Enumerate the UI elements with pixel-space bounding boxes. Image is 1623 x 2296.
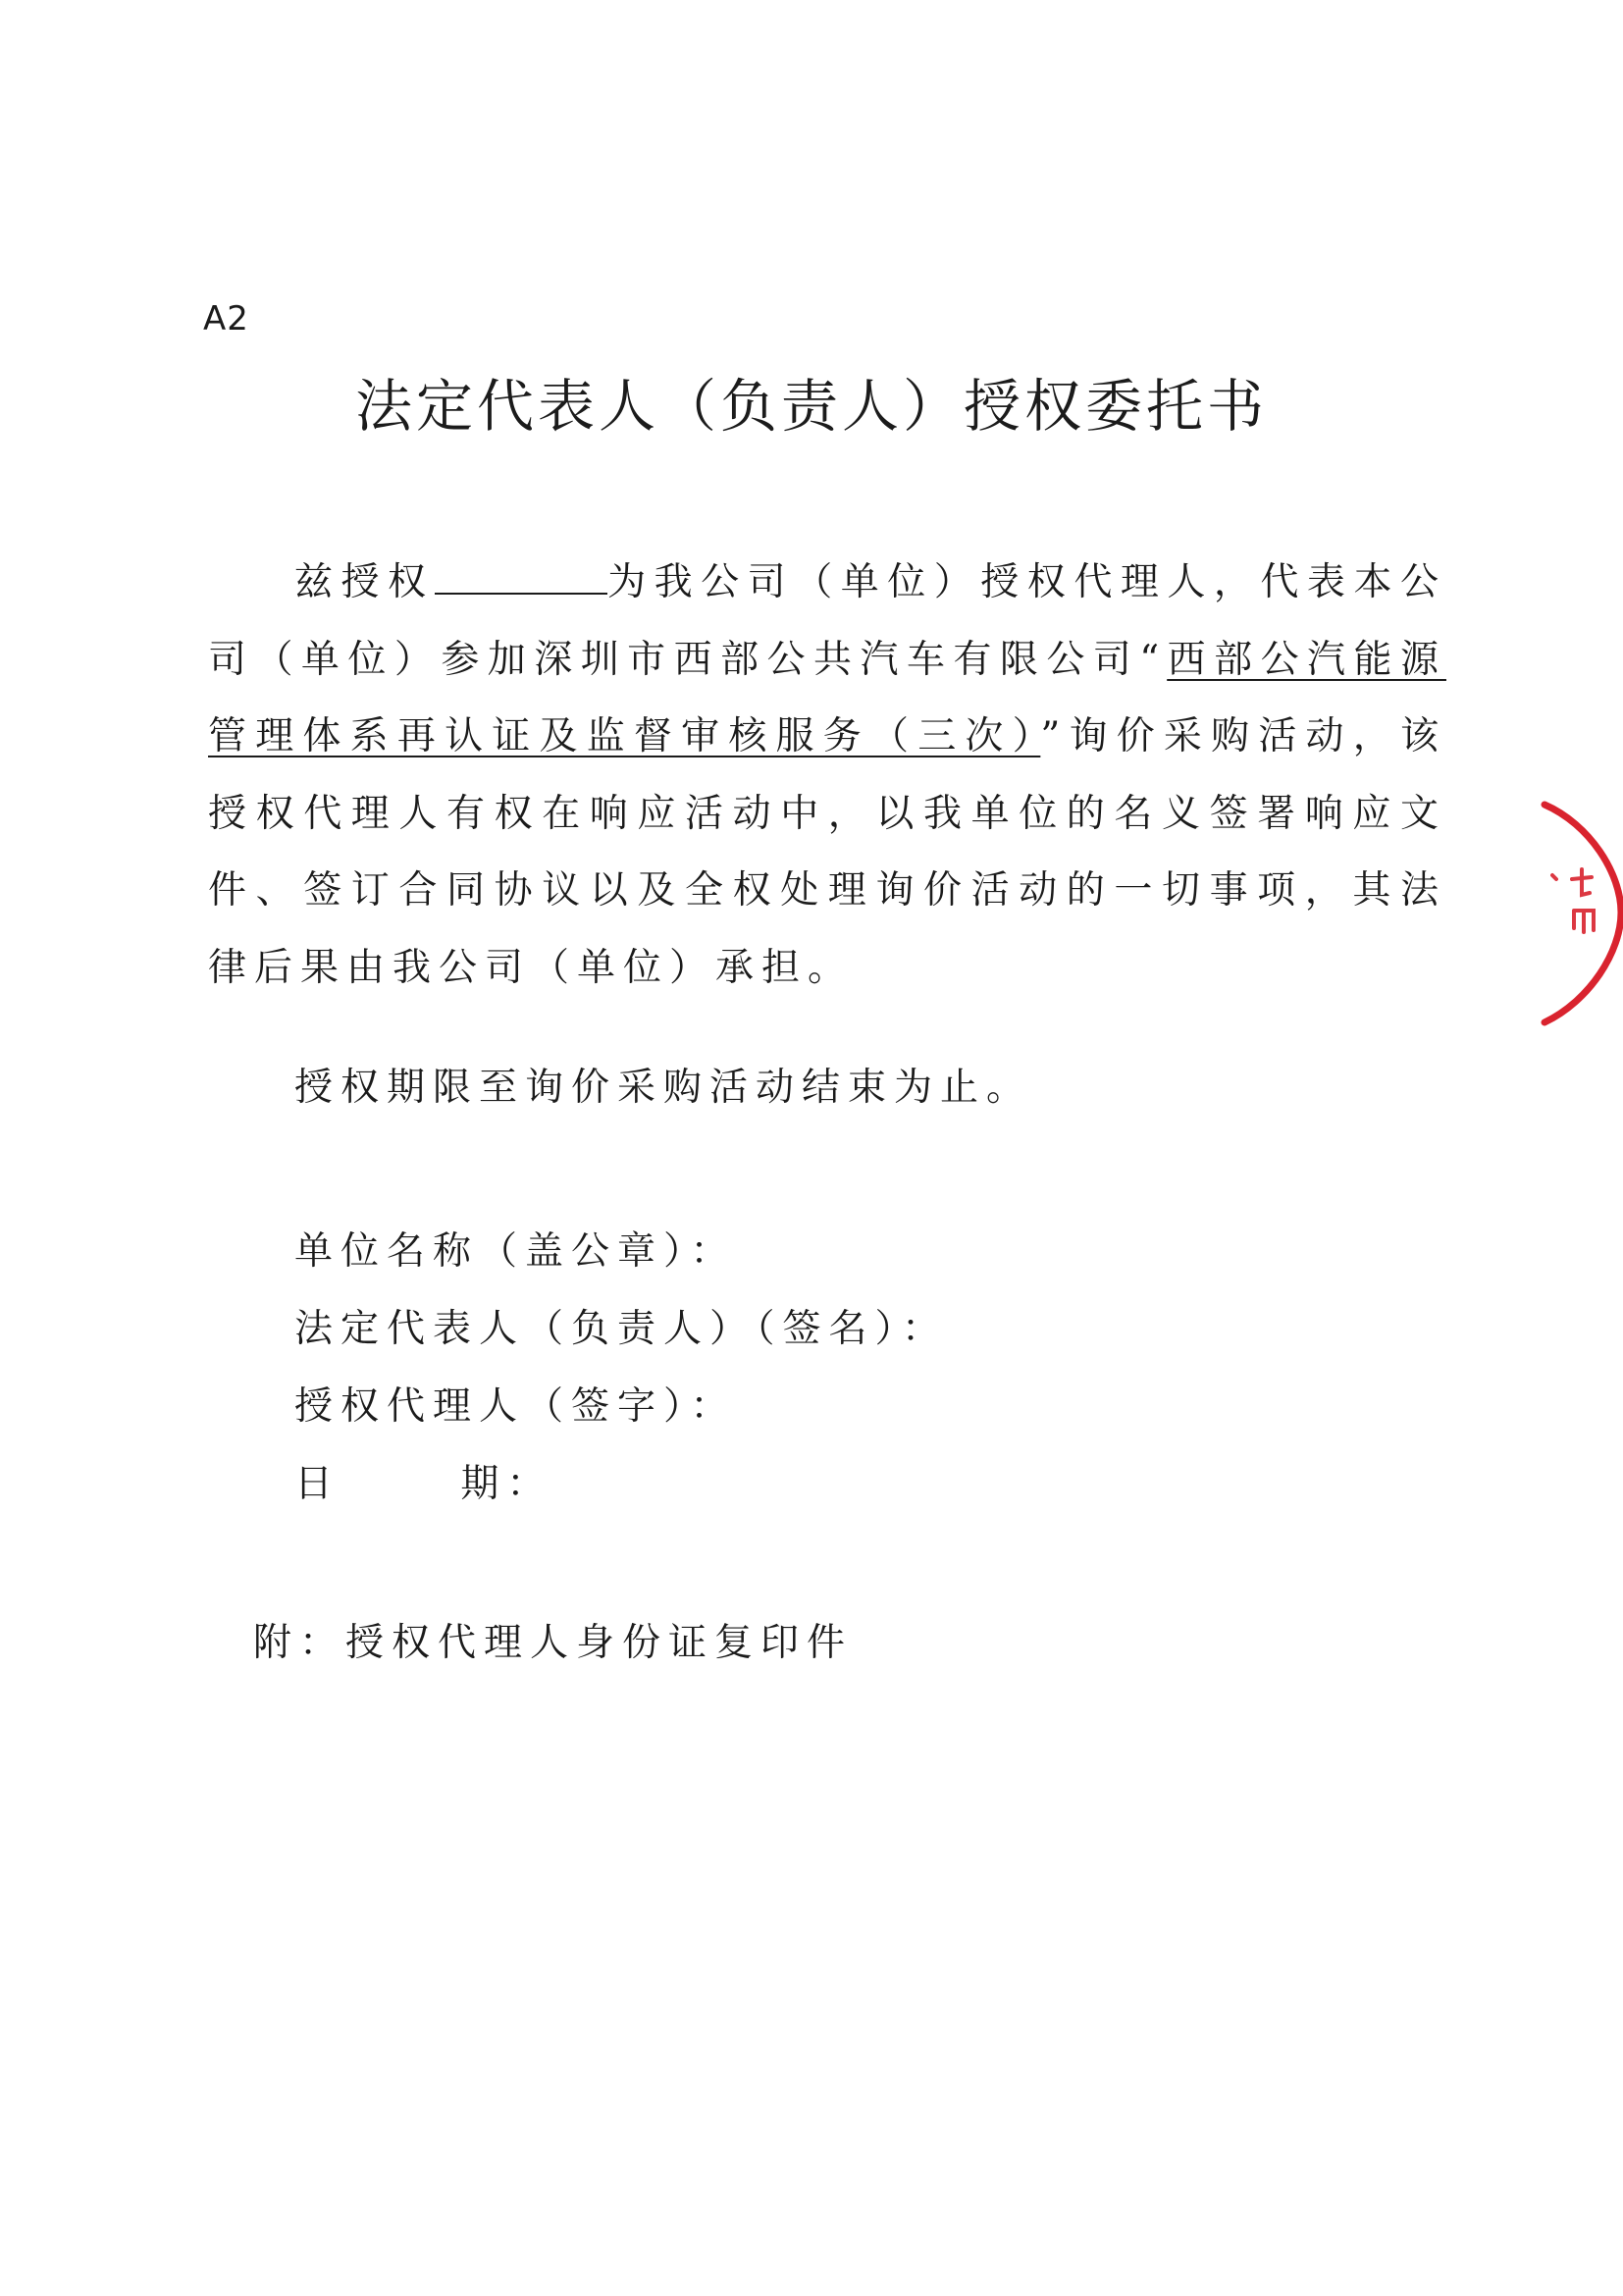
authorization-term: 授权期限至询价采购活动结束为止。 <box>294 1066 1033 1110</box>
signature-fields <box>294 1213 948 1523</box>
body-after-blank: 为我公司（单位）授权代理人，代表本公司（单位）参加深圳市西部公共汽车有限公司“ <box>208 560 1446 682</box>
body-intro: 兹授权 <box>294 560 435 604</box>
document-code: A2 <box>203 299 249 339</box>
attachment-note: 附：授权代理人身份证复印件 <box>253 1621 854 1665</box>
authorization-paragraph <box>208 545 1446 1007</box>
agent-name-blank <box>435 552 607 595</box>
company-seal-field: 单位名称（盖公章）： <box>294 1229 737 1274</box>
body-after-project: ”询价采购活动，该授权代理人有权在响应活动中，以我单位的名义签署响应文件、签订合同协议以及全权处理询价活动的一切事项，其法律后果由我公司（单位）承担。 <box>208 714 1446 990</box>
project-name: 西部公汽能源管理体系再认证及监督审核服务（三次） <box>208 637 1446 758</box>
legal-rep-signature-field: 法定代表人（负责人）（签名）： <box>294 1307 949 1351</box>
seal-glyphs <box>1552 869 1594 932</box>
company-seal-stamp <box>1531 785 1623 1040</box>
document-title: 法定代表人（负责人）授权委托书 <box>354 373 1268 440</box>
date-field: 日 期： <box>294 1462 553 1506</box>
agent-signature-field: 授权代理人（签字）： <box>294 1384 737 1429</box>
